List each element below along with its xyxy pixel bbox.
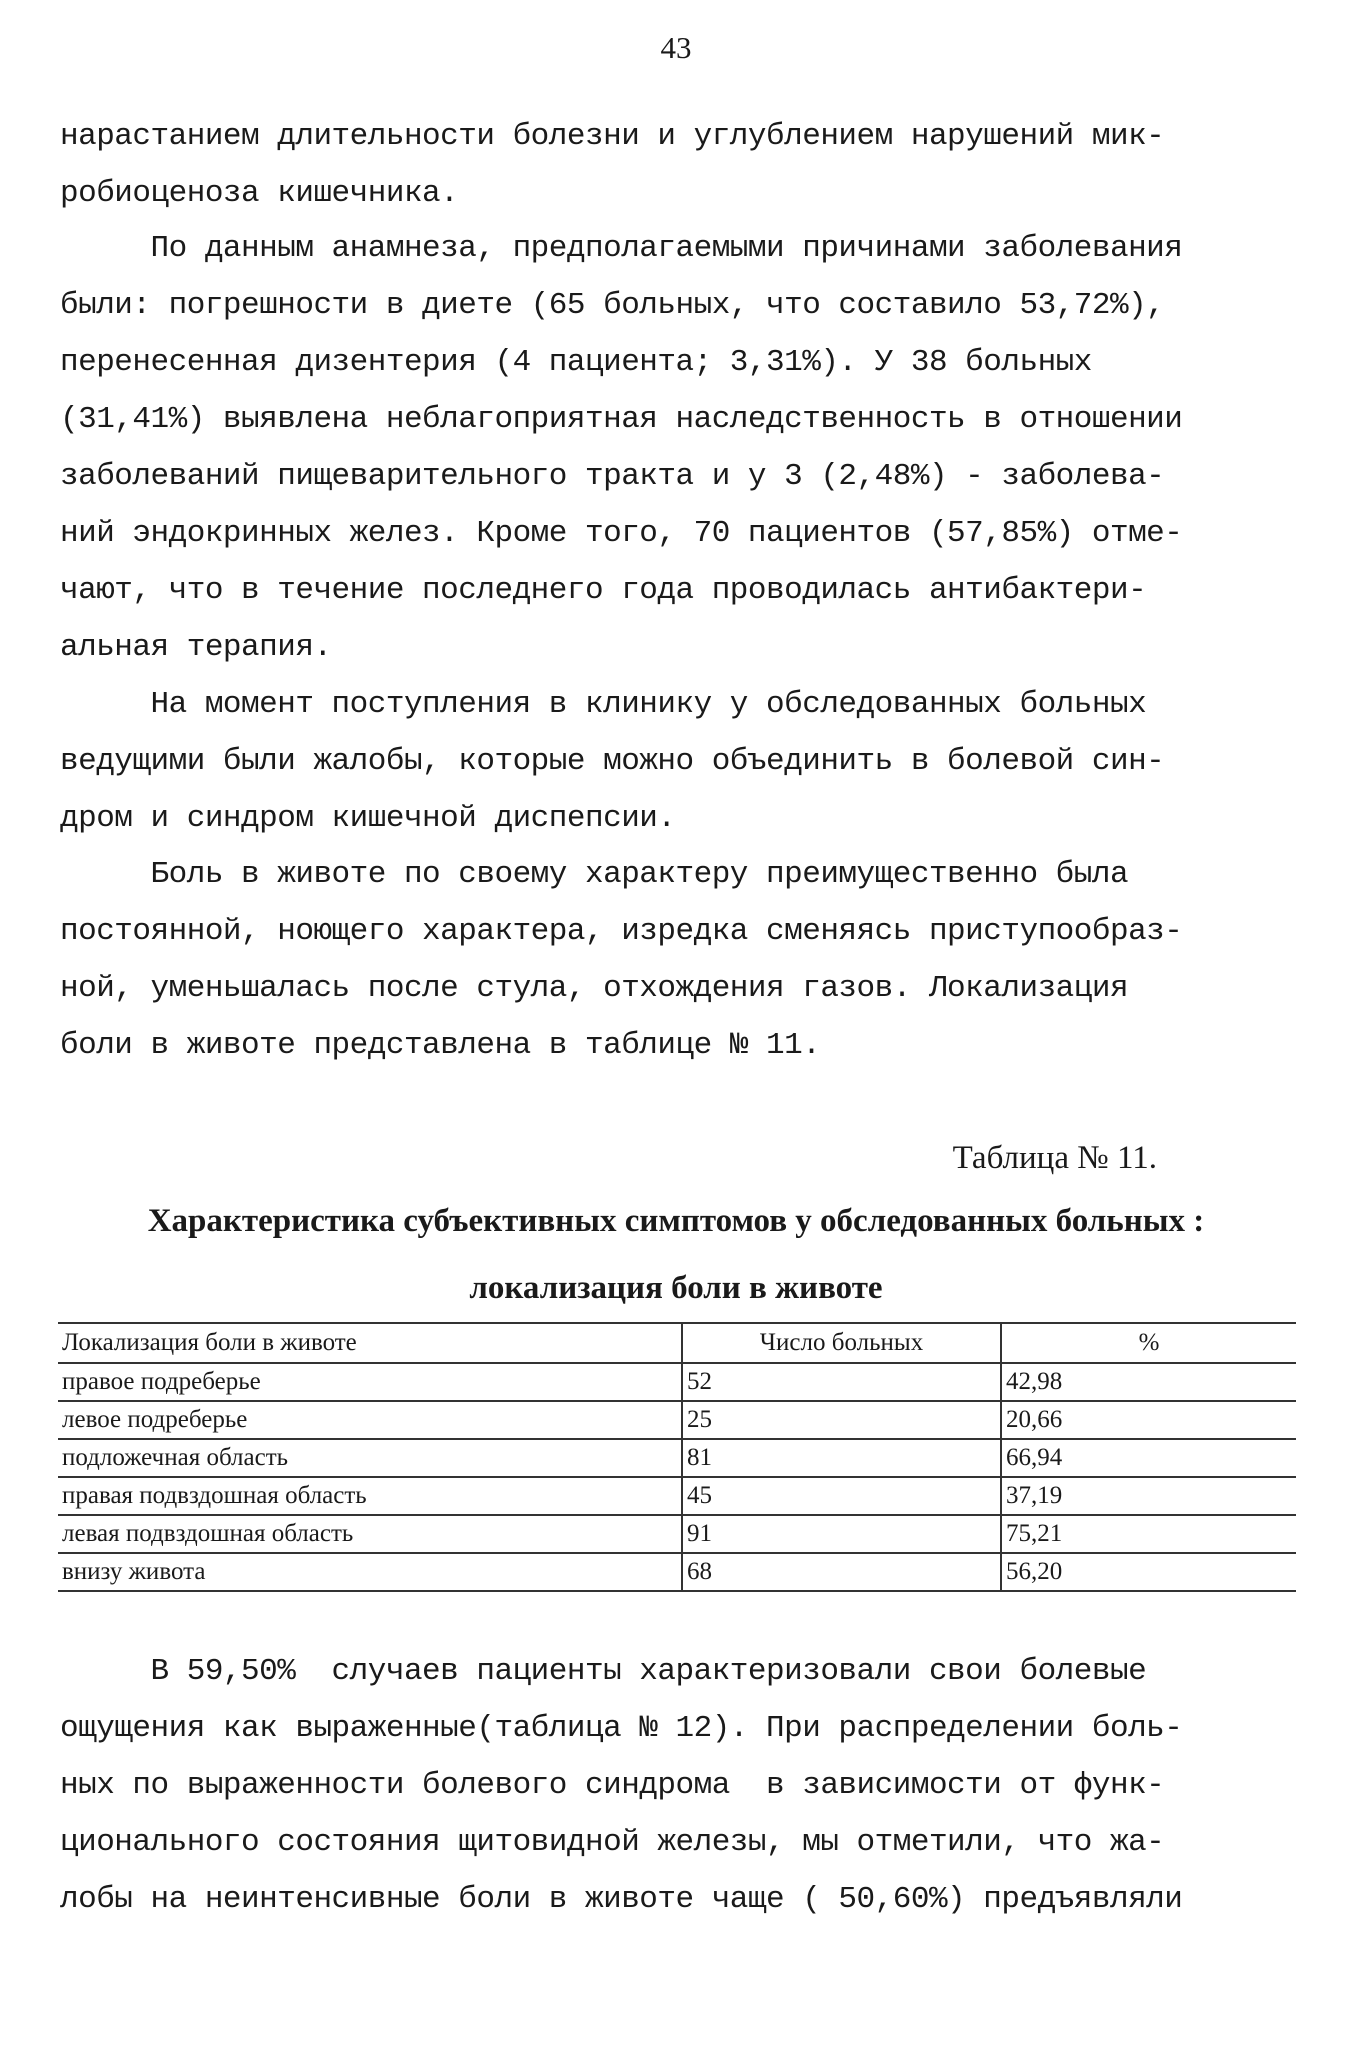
table-number-label: Таблица № 11. xyxy=(952,1140,1157,1176)
table-row xyxy=(58,1401,1296,1439)
text-line: ощущения как выраженные(таблица № 12). При распределении боль- xyxy=(60,1711,1183,1746)
cell-localization: левое подреберье xyxy=(58,1401,682,1439)
cell-percent: 75,21 xyxy=(1001,1515,1296,1553)
paragraph-3 xyxy=(60,676,1300,847)
text-line: перенесенная дизентерия (4 пациента; 3,31%). У 38 больных xyxy=(60,345,1092,380)
cell-localization: внизу живота xyxy=(58,1553,682,1591)
text-line: были: погрешности в диете (65 больных, что составило 53,72%), xyxy=(60,288,1165,323)
text-line: ных по выраженности болевого синдрома в зависимости от функ- xyxy=(60,1768,1165,1803)
table-subtitle: локализация боли в животе xyxy=(469,1270,883,1306)
text-line: постоянной, ноющего характера, изредка сменяясь приступообраз- xyxy=(60,914,1183,949)
text-line: чают, что в течение последнего года проводилась антибактери- xyxy=(60,573,1147,608)
text-line: В 59,50% случаев пациенты характеризовали свои болевые xyxy=(60,1654,1147,1689)
text-line: заболеваний пищеварительного тракта и у 3 (2,48%) - заболева- xyxy=(60,459,1165,494)
cell-percent: 37,19 xyxy=(1001,1477,1296,1515)
table-row xyxy=(58,1515,1296,1553)
paragraph-2 xyxy=(60,220,1300,676)
cell-localization: левая подвздошная область xyxy=(58,1515,682,1553)
text-line: ной, уменьшалась после стула, отхождения газов. Локализация xyxy=(60,971,1129,1006)
text-line: ведущими были жалобы, которые можно объединить в болевой син- xyxy=(60,744,1165,779)
text-line: Боль в животе по своему характеру преимущественно была xyxy=(60,857,1129,892)
cell-count: 81 xyxy=(682,1439,1001,1477)
text-line: ционального состояния щитовидной железы, мы отметили, что жа- xyxy=(60,1825,1165,1860)
cell-count: 25 xyxy=(682,1401,1001,1439)
table-row xyxy=(58,1363,1296,1401)
text-line: альная терапия. xyxy=(60,630,332,665)
text-line: дром и синдром кишечной диспепсии. xyxy=(60,801,676,836)
pain-localization-table xyxy=(58,1322,1296,1592)
text-line: (31,41%) выявлена неблагоприятная наследственность в отношении xyxy=(60,402,1183,437)
table-row xyxy=(58,1553,1296,1591)
text-line: ний эндокринных желез. Кроме того, 70 пациентов (57,85%) отме- xyxy=(60,516,1183,551)
table-title: Характеристика субъективных симптомов у обследованных больных : xyxy=(147,1203,1205,1239)
table-row xyxy=(58,1477,1296,1515)
cell-percent: 66,94 xyxy=(1001,1439,1296,1477)
header-patient-count: Число больных xyxy=(682,1323,1001,1363)
text-line: лобы на неинтенсивные боли в животе чаще ( 50,60%) предъявляли xyxy=(60,1882,1183,1917)
header-localization: Локализация боли в животе xyxy=(58,1323,682,1363)
table-header-row xyxy=(58,1323,1296,1363)
paragraph-4 xyxy=(60,846,1300,1074)
cell-localization: подложечная область xyxy=(58,1439,682,1477)
page-number: 43 xyxy=(660,30,692,65)
text-line: На момент поступления в клинику у обследованных больных xyxy=(60,687,1147,722)
cell-percent: 42,98 xyxy=(1001,1363,1296,1401)
table-row xyxy=(58,1439,1296,1477)
cell-localization: правая подвздошная область xyxy=(58,1477,682,1515)
header-percent: % xyxy=(1001,1323,1296,1363)
text-line: робиоценоза кишечника. xyxy=(60,176,459,211)
cell-count: 52 xyxy=(682,1363,1001,1401)
cell-count: 45 xyxy=(682,1477,1001,1515)
text-line: нарастанием длительности болезни и углублением нарушений мик- xyxy=(60,119,1165,154)
cell-percent: 56,20 xyxy=(1001,1553,1296,1591)
paragraph-1 xyxy=(60,108,1300,222)
cell-localization: правое подреберье xyxy=(58,1363,682,1401)
paragraph-5 xyxy=(60,1643,1300,1928)
text-line: боли в животе представлена в таблице № 11. xyxy=(60,1028,821,1063)
text-line: По данным анамнеза, предполагаемыми причинами заболевания xyxy=(60,231,1183,266)
cell-count: 68 xyxy=(682,1553,1001,1591)
cell-count: 91 xyxy=(682,1515,1001,1553)
cell-percent: 20,66 xyxy=(1001,1401,1296,1439)
